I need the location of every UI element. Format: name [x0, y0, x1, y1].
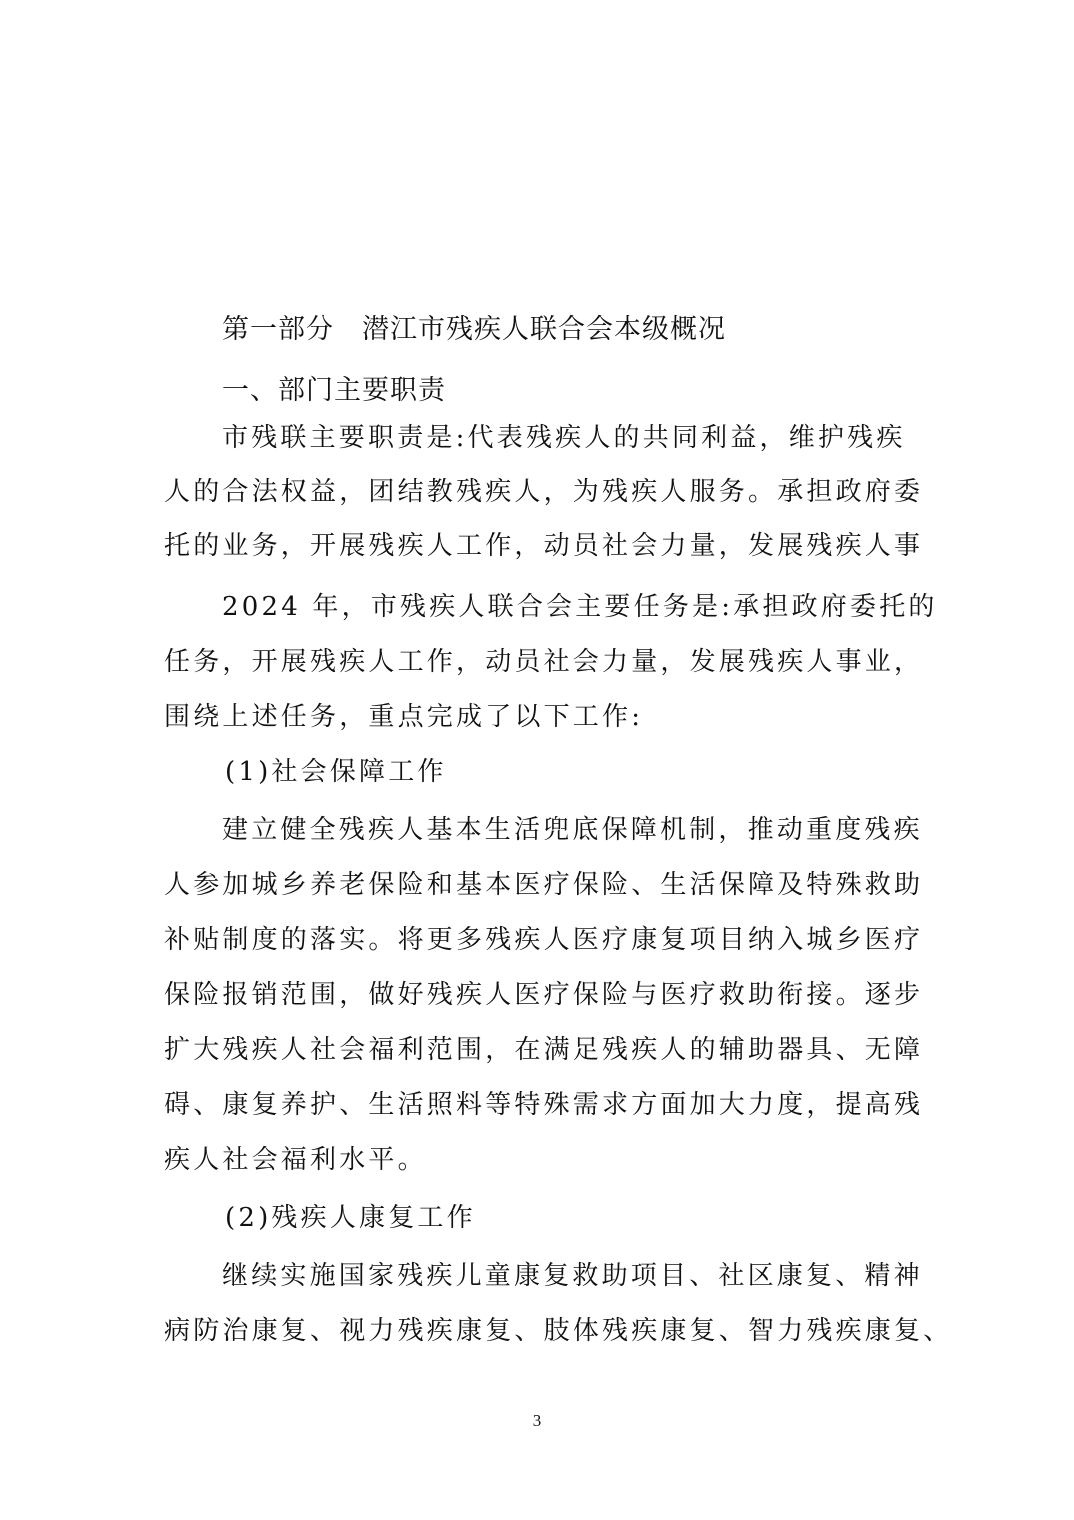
paragraph-line: 2024 年，市残疾人联合会主要任务是:承担政府委托的	[222, 592, 938, 622]
paragraph-line: 病防治康复、视力残疾康复、肢体残疾康复、智力残疾康复、	[164, 1316, 953, 1346]
paragraph-line: 保险报销范围，做好残疾人医疗保险与医疗救助衔接。逐步	[164, 980, 924, 1010]
page-number: 3	[532, 1411, 542, 1430]
part-label: 第一部分	[222, 314, 334, 345]
paragraph-line: 人的合法权益，团结教残疾人，为残疾人服务。承担政府委	[164, 477, 924, 507]
part-title: 潜江市残疾人联合会本级概况	[362, 314, 726, 345]
paragraph-line: 建立健全残疾人基本生活兜底保障机制，推动重度残疾	[222, 815, 923, 845]
paragraph-line: 围绕上述任务，重点完成了以下工作:	[164, 702, 644, 732]
subsection-label: (1)社会保障工作	[225, 757, 447, 787]
paragraph-line: 疾人社会福利水平。	[164, 1145, 427, 1175]
paragraph-line: 任务，开展残疾人工作，动员社会力量，发展残疾人事业，	[164, 647, 924, 677]
paragraph-line: 市残联主要职责是:代表残疾人的共同利益，维护残疾	[222, 423, 906, 453]
paragraph-line: 补贴制度的落实。将更多残疾人医疗康复项目纳入城乡医疗	[164, 925, 924, 955]
paragraph-line: 继续实施国家残疾儿童康复救助项目、社区康复、精神	[222, 1261, 923, 1291]
part-heading	[222, 312, 726, 348]
section-heading: 一、部门主要职责	[222, 375, 446, 406]
paragraph-line: 人参加城乡养老保险和基本医疗保险、生活保障及特殊救助	[164, 870, 924, 900]
subsection-label: (2)残疾人康复工作	[225, 1203, 476, 1233]
paragraph-line: 托的业务，开展残疾人工作，动员社会力量，发展残疾人事	[164, 531, 924, 561]
paragraph-line: 扩大残疾人社会福利范围，在满足残疾人的辅助器具、无障	[164, 1035, 924, 1065]
paragraph-line: 碍、康复养护、生活照料等特殊需求方面加大力度，提高残	[164, 1090, 924, 1120]
